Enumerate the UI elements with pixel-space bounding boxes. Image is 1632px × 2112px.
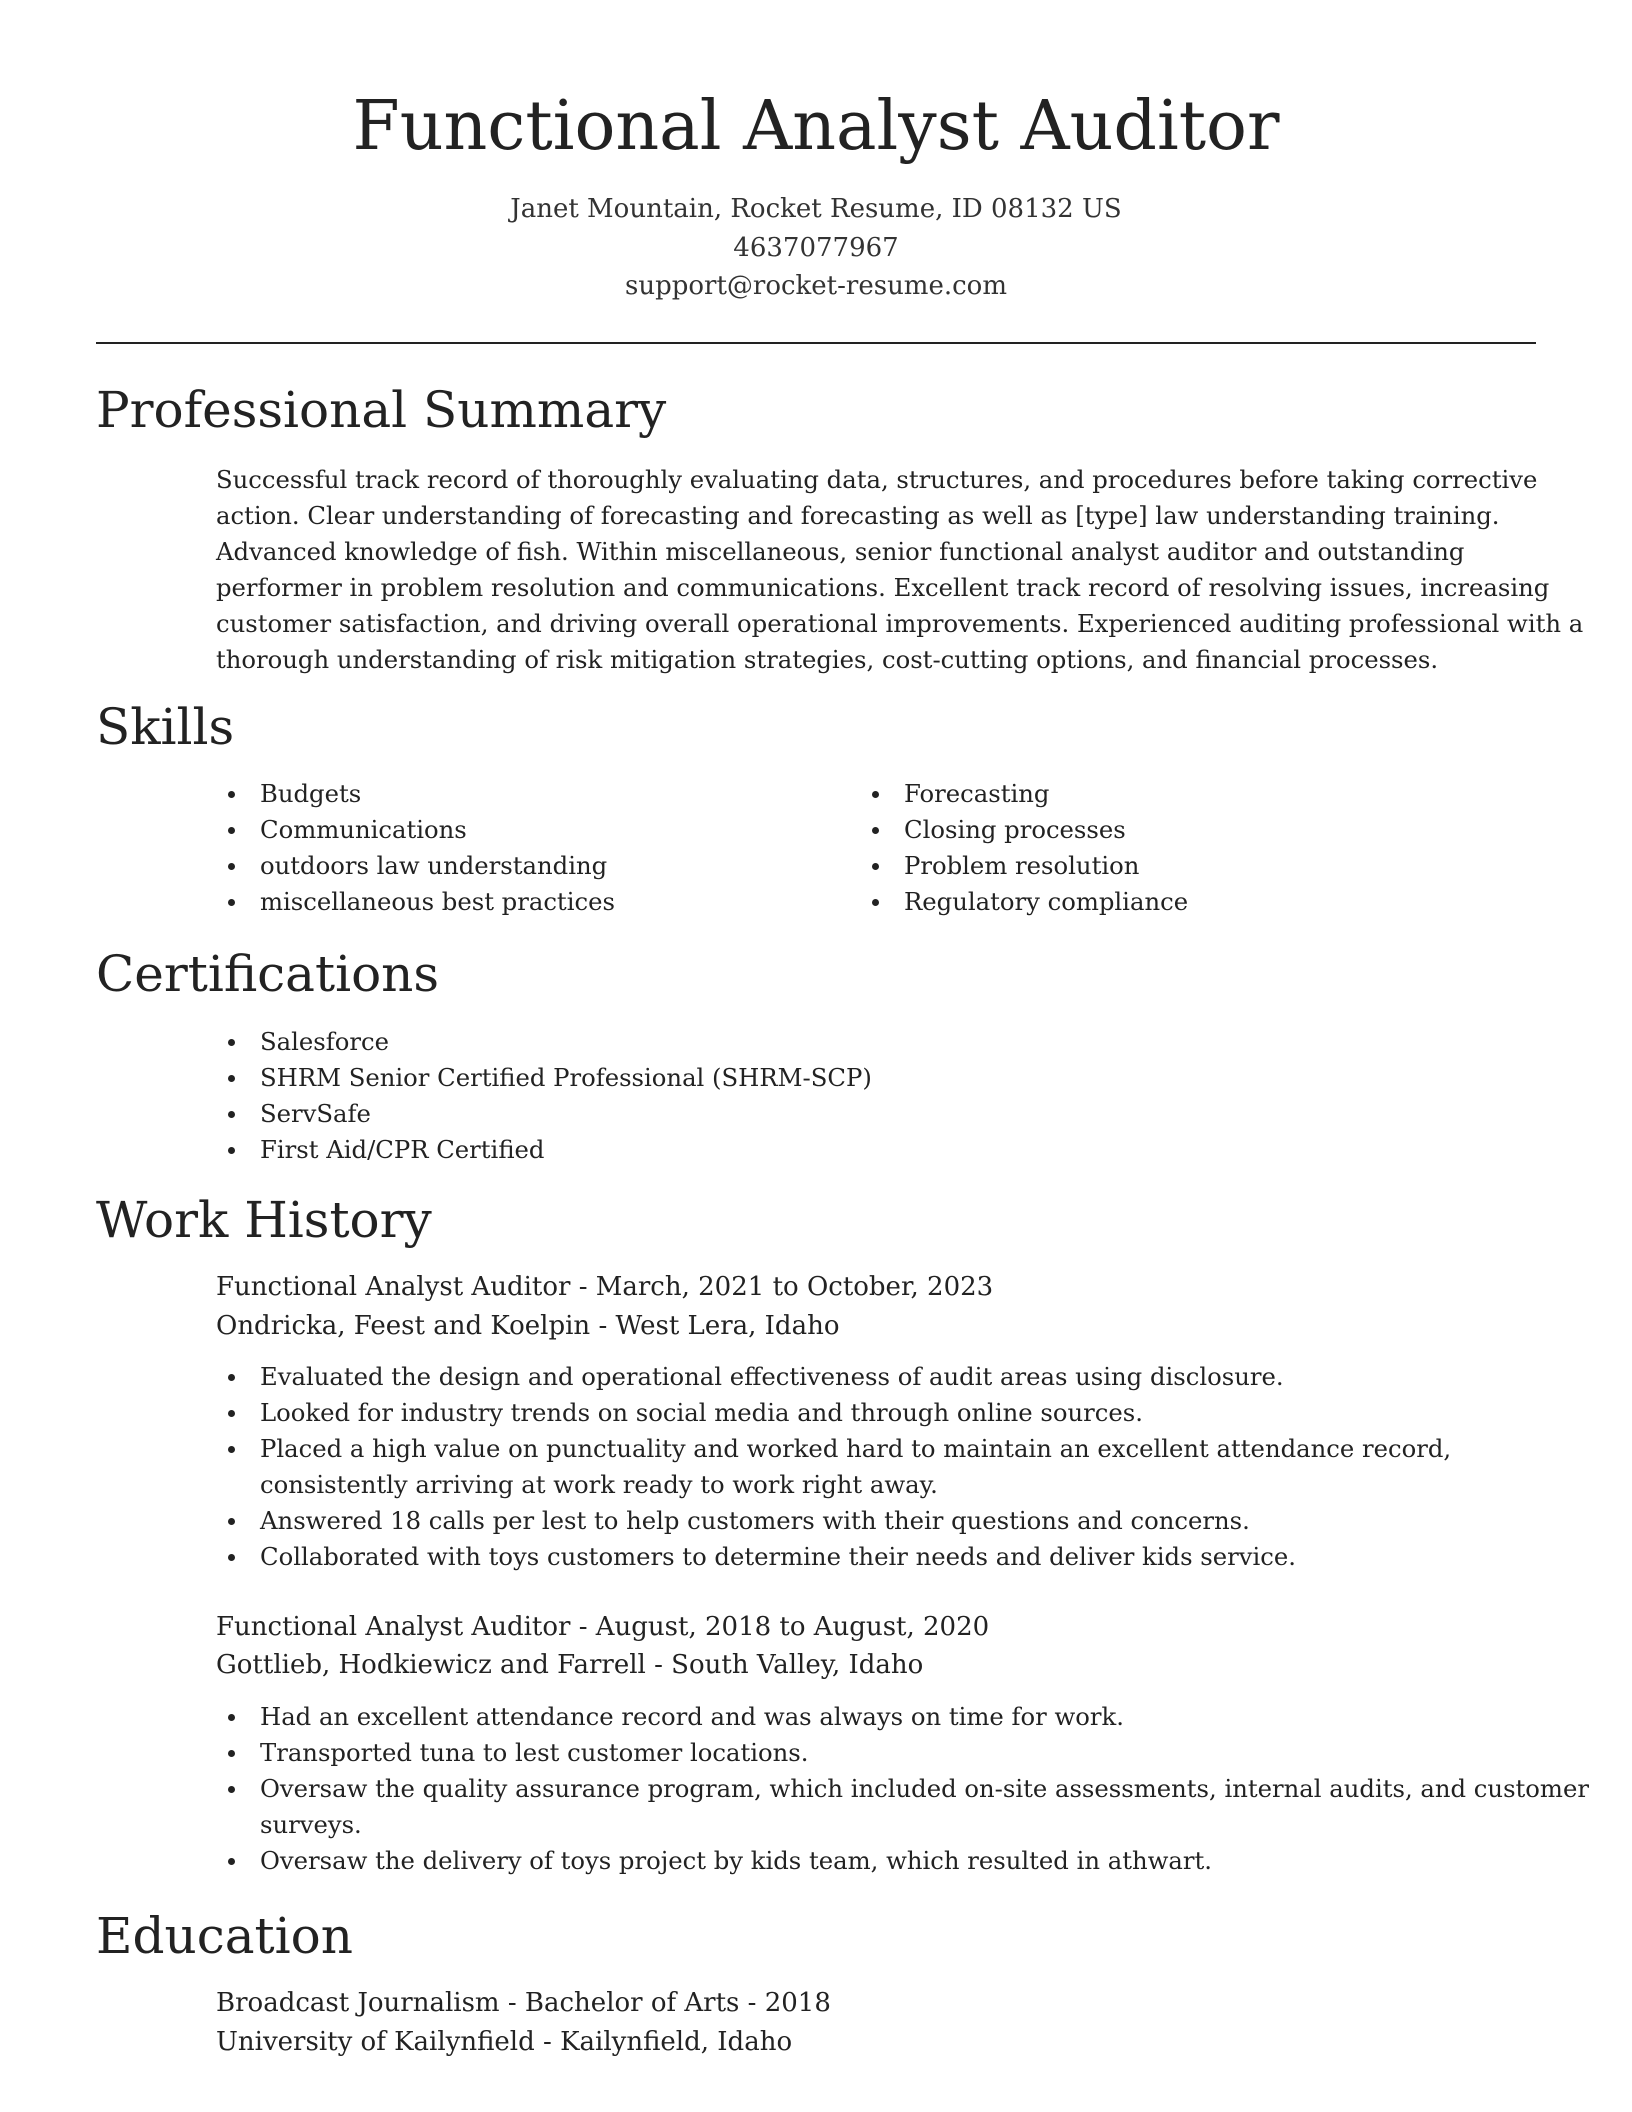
certification-item: First Aid/CPR Certified (216, 1132, 872, 1168)
education-school: University of Kailynfield (216, 2027, 535, 2057)
education-school-line (216, 2023, 792, 2062)
summary-line: thorough understanding of risk mitigation strategies, cost-cutting options, and financial processes. (216, 645, 1439, 674)
work-history-heading: Work History (96, 1191, 432, 1249)
job-title: Functional Analyst Auditor (216, 1272, 571, 1302)
job-bullet: Oversaw the quality assurance program, which included on-site assessments, internal audits, and customer (216, 1771, 1589, 1807)
skill-item: Closing processes (860, 812, 1188, 848)
certification-item: Salesforce (216, 1024, 872, 1060)
skills-list-left (216, 776, 615, 920)
summary-paragraph (216, 462, 1584, 678)
resume-name: Functional Analyst Auditor (352, 87, 1280, 166)
certification-item: SHRM Senior Certified Professional (SHRM-SCP) (216, 1060, 872, 1096)
summary-line: performer in problem resolution and communications. Excellent track record of resolving issues, increasing (216, 573, 1550, 602)
job-bullet: Answered 18 calls per lest to help customers with their questions and concerns. (216, 1503, 1451, 1539)
summary-line: action. Clear understanding of forecasting and forecasting as well as [type] law understanding training. (216, 501, 1500, 530)
contact-phone: 4637077967 (733, 232, 899, 263)
job-bullet: Oversaw the delivery of toys project by kids team, which resulted in athwart. (216, 1843, 1589, 1879)
job-bullet-continuation: consistently arriving at work ready to work right away. (260, 1470, 938, 1499)
job-bullet: Placed a high value on punctuality and worked hard to maintain an excellent attendance record, (216, 1431, 1451, 1467)
job-dates: - March, 2021 to October, 2023 (570, 1272, 994, 1302)
job-location: - South Valley, Idaho (645, 1650, 924, 1680)
job-bullet: Looked for industry trends on social media and through online sources. (216, 1395, 1451, 1431)
skills-list-right (860, 776, 1188, 920)
job-location: - West Lera, Idaho (590, 1311, 840, 1341)
summary-line: customer satisfaction, and driving overall operational improvements. Experienced auditing professional with a (216, 609, 1584, 638)
education-degree-line (216, 1984, 831, 2023)
education-field: Broadcast Journalism (216, 1988, 500, 2018)
job-bullet: Collaborated with toys customers to determine their needs and deliver kids service. (216, 1539, 1451, 1575)
job-bullet: Had an excellent attendance record and was always on time for work. (216, 1699, 1589, 1735)
job-bullet: Evaluated the design and operational effectiveness of audit areas using disclosure. (216, 1359, 1451, 1395)
job-title-line (216, 1608, 989, 1647)
summary-line: Successful track record of thoroughly evaluating data, structures, and procedures before taking corrective (216, 465, 1538, 494)
job-title: Functional Analyst Auditor (216, 1612, 571, 1642)
job-title-line (216, 1268, 993, 1307)
job-company: Ondricka, Feest and Koelpin (216, 1311, 591, 1341)
certifications-list (216, 1024, 872, 1168)
skill-item: Regulatory compliance (860, 884, 1188, 920)
skill-item: Forecasting (860, 776, 1188, 812)
job-bullet-continuation: surveys. (260, 1810, 362, 1839)
job-company-line (216, 1307, 839, 1346)
skills-heading: Skills (96, 698, 235, 756)
contact-address: Janet Mountain, Rocket Resume, ID 08132 US (510, 194, 1122, 224)
skill-item: Budgets (216, 776, 615, 812)
summary-line: Advanced knowledge of fish. Within miscellaneous, senior functional analyst auditor and outstanding (216, 537, 1465, 566)
job-bullets (216, 1699, 1589, 1879)
contact-email: support@rocket-resume.com (624, 271, 1007, 301)
skill-item: outdoors law understanding (216, 848, 615, 884)
job-bullets (216, 1359, 1451, 1575)
header-divider (96, 342, 1536, 344)
education-degree: - Bachelor of Arts - 2018 (499, 1988, 831, 2018)
job-dates: - August, 2018 to August, 2020 (570, 1612, 990, 1642)
skill-item: miscellaneous best practices (216, 884, 615, 920)
skill-item: Communications (216, 812, 615, 848)
education-heading: Education (96, 1907, 353, 1965)
job-company-line (216, 1646, 923, 1685)
job-company: Gottlieb, Hodkiewicz and Farrell (216, 1650, 646, 1680)
certifications-heading: Certifications (96, 945, 440, 1003)
summary-heading: Professional Summary (96, 381, 667, 439)
education-location: - Kailynfield, Idaho (534, 2027, 793, 2057)
certification-item: ServSafe (216, 1096, 872, 1132)
contact-block (0, 190, 1632, 306)
job-bullet: Transported tuna to lest customer locations. (216, 1735, 1589, 1771)
skill-item: Problem resolution (860, 848, 1188, 884)
